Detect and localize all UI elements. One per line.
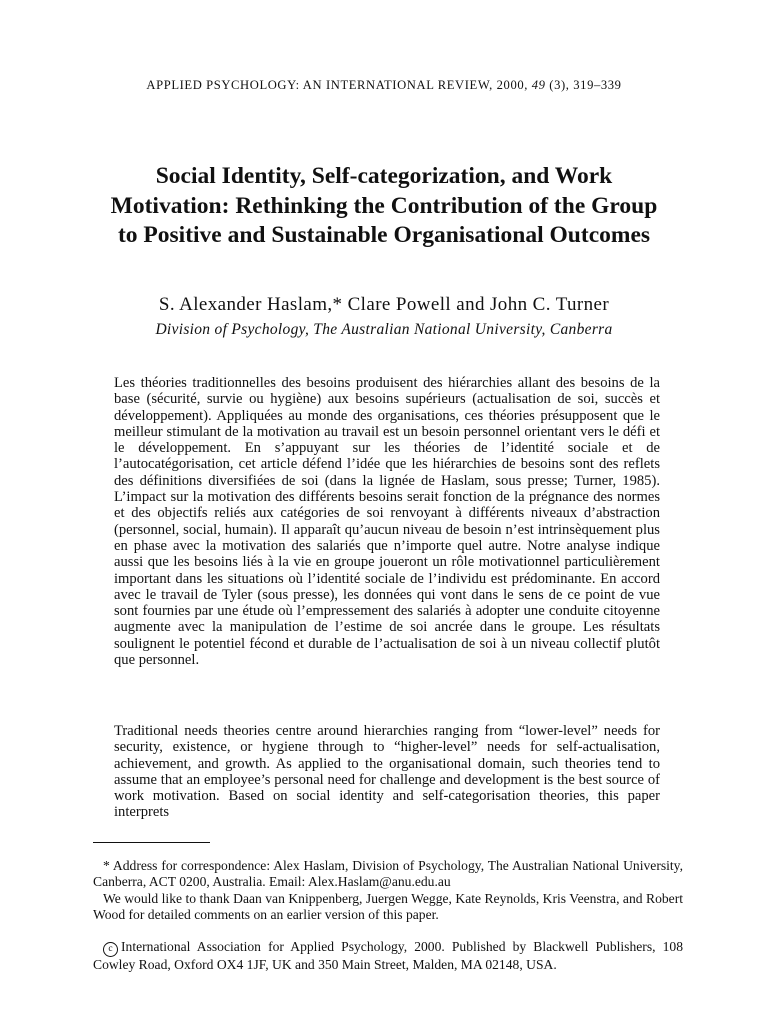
acknowledgements-footnote: We would like to thank Daan van Knippenberg, Juergen Wegge, Kate Reynolds, Kris Veenstra, and Robert Wood for detailed comments on an earlier version of this paper. bbox=[93, 890, 683, 922]
author-list: S. Alexander Haslam,* Clare Powell and John C. Turner bbox=[158, 294, 610, 315]
article-title: Social Identity, Self-categorization, and Work Motivation: Rethinking the Contribution of the Group to Positive and Sustainable Organisational Outcomes bbox=[110, 163, 658, 248]
running-head bbox=[0, 77, 768, 93]
footnote-divider bbox=[93, 842, 210, 843]
copyright-text: International Association for Applied Psychology, 2000. Published by Blackwell Publishers, 108 Cowley Road, Oxford OX4 1JF, UK and 350 Main Street, Malden, MA 02148, USA. bbox=[93, 939, 683, 972]
abstract-english: Traditional needs theories centre around hierarchies ranging from “lower-level” needs for security, existence, or hygiene through to “higher-level” needs for self-actualisation, achievement, and growth. As applied to the organisational domain, such theories tend to assume that an employee’s personal need for challenge and development is the best source of work motivation. Based on social identity and self-categorisation theories, this paper interprets bbox=[114, 723, 660, 821]
author-affiliation: Division of Psychology, The Australian National University, Canberra bbox=[155, 321, 613, 338]
abstract-french: Les théories traditionnelles des besoins produisent des hiérarchies allant des besoins de la base (sécurité, survie ou hygiène) aux besoins supérieurs (actualisation de soi, succès et développement). Appliquées au monde des organisations, ces théories présupposent que le meilleur stimulant de la motivation au travail est un besoin personnel orientant vers le défi et le développement. En s’appuyant sur les théories de l’identité sociale et de l’autocatégorisation, cet article défend l’idée que les hiérarchies de besoins sont des reflets des définitions diversifiées de soi (dans la lignée de Haslam, sous presse; Turner, 1985). L’impact sur la motivation des différents besoins serait fonction de la prégnance des normes et des objectifs reliés aux catégories de soi renvoyant à différents niveaux d’abstraction (personnel, social, humain). Il apparaît qu’aucun niveau de besoin n’est intrinsèquement plus en phase avec la motivation des salariés que n’importe quel autre. Notre analyse indique aussi que les besoins liés à la vie en groupe joueront un rôle motivationnel particulièrement important dans les situations où l’identité sociale de l’individu est prédominante. En accord avec le travail de Tyler (sous presse), les données qui vont dans le sens de ce point de vue sont fournies par une étude où l’empressement des salariés à adopter une conduite citoyenne augmente avec la manipulation de l’estime de soi ancrée dans le groupe. Les résultats soulignent le potentiel fécond et durable de l’actualisation de soi à un niveau collectif plutôt que personnel. bbox=[114, 375, 660, 669]
copyright-icon: c bbox=[103, 942, 118, 957]
journal-citation: APPLIED PSYCHOLOGY: AN INTERNATIONAL REVIEW, 2000, bbox=[146, 78, 528, 92]
volume-number: 49 bbox=[531, 78, 546, 92]
footnotes bbox=[93, 858, 683, 923]
correspondence-footnote: * Address for correspondence: Alex Haslam, Division of Psychology, The Australian National University, Canberra, ACT 0200, Australia. Email: Alex.Haslam@anu.edu.au bbox=[93, 858, 683, 890]
issue-pages: (3), 319–339 bbox=[549, 78, 622, 92]
copyright-notice bbox=[93, 939, 683, 974]
